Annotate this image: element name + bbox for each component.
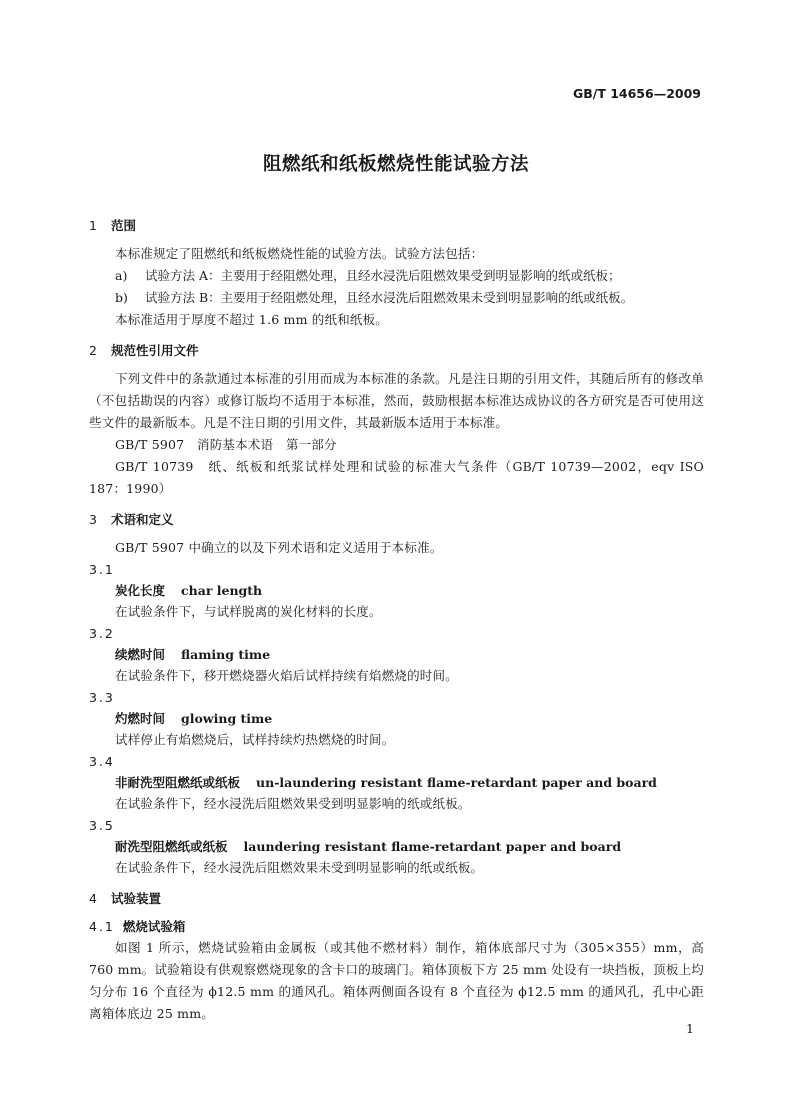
term-number: 3.3 bbox=[89, 690, 115, 705]
subsection-4-1-heading bbox=[89, 916, 704, 937]
term-definition: 在试验条件下，经水浸洗后阻燃效果未受到明显影响的纸或纸板。 bbox=[115, 860, 484, 875]
term-name bbox=[89, 644, 704, 665]
term-zh: 灼燃时间 bbox=[115, 711, 166, 726]
term-number: 3.1 bbox=[89, 562, 115, 577]
term-en: flaming time bbox=[181, 647, 271, 662]
list-marker: a) bbox=[115, 268, 128, 283]
section-number: 2 bbox=[89, 343, 97, 358]
subsection-title: 燃烧试验箱 bbox=[122, 919, 186, 934]
section-title: 规范性引用文件 bbox=[111, 343, 199, 358]
document-title: 阻燃纸和纸板燃烧性能试验方法 bbox=[262, 154, 529, 175]
term-number: 3.4 bbox=[89, 754, 115, 769]
term-entry bbox=[89, 687, 704, 751]
page-number: 1 bbox=[686, 1021, 694, 1036]
term-entry bbox=[89, 559, 704, 623]
section-number: 3 bbox=[89, 512, 97, 527]
term-en: char length bbox=[181, 583, 263, 598]
test-chamber-paragraph: 如图 1 所示，燃烧试验箱由金属板（或其他不燃材料）制作，箱体底部尺寸为（305×355）mm，高 760 mm。试验箱设有供观察燃烧现象的含卡口的玻璃门。箱体顶板下方 25 mm 处设有一块挡板，顶板上均匀分布 16 个直径为 ϕ12.5 mm 的通风孔。箱体两侧面各设有 8 个直径为 ϕ12.5 mm 的通风孔，孔中心距离箱体底边 25 mm。 bbox=[89, 940, 704, 1021]
list-item bbox=[89, 287, 704, 309]
term-number: 3.5 bbox=[89, 818, 115, 833]
scope-statement: 本标准适用于厚度不超过 1.6 mm 的纸和纸板。 bbox=[115, 312, 389, 327]
term-definition: 在试验条件下，与试样脱离的炭化材料的长度。 bbox=[115, 604, 382, 619]
term-zh: 续燃时间 bbox=[115, 647, 166, 662]
scope-intro: 本标准规定了阻燃纸和纸板燃烧性能的试验方法。试验方法包括： bbox=[115, 246, 484, 261]
term-number: 3.2 bbox=[89, 626, 115, 641]
list-item bbox=[89, 265, 704, 287]
section-number: 1 bbox=[89, 218, 97, 233]
section-title: 范围 bbox=[111, 218, 137, 233]
document-body bbox=[89, 216, 704, 1025]
section-3-heading bbox=[89, 510, 704, 530]
term-zh: 炭化长度 bbox=[115, 583, 166, 598]
term-entry bbox=[89, 751, 704, 815]
term-name bbox=[89, 708, 704, 729]
list-marker: b) bbox=[115, 290, 128, 305]
term-name bbox=[89, 772, 704, 793]
term-name bbox=[89, 836, 704, 857]
term-zh: 耐洗型阻燃纸或纸板 bbox=[115, 839, 228, 854]
term-zh: 非耐洗型阻燃纸或纸板 bbox=[115, 775, 241, 790]
list-text: 试验方法 B：主要用于经阻燃处理，且经水浸洗后阻燃效果未受到明显影响的纸或纸板。 bbox=[145, 290, 634, 305]
normative-references-paragraph: 下列文件中的条款通过本标准的引用而成为本标准的条款。凡是注日期的引用文件，其随后所有的修改单（不包括勘误的内容）或修订版均不适用于本标准，然而，鼓励根据本标准达成协议的各方研究是否可使用这些文件的最新版本。凡是不注日期的引用文件，其最新版本适用于本标准。 bbox=[89, 371, 704, 430]
section-2-heading bbox=[89, 341, 704, 361]
section-4-heading bbox=[89, 889, 704, 909]
reference-item: GB/T 10739 纸、纸板和纸浆试样处理和试验的标准大气条件（GB/T 10739—2002，eqv ISO 187：1990） bbox=[89, 459, 704, 496]
term-entry bbox=[89, 815, 704, 879]
section-1-heading bbox=[89, 216, 704, 236]
list-text: 试验方法 A：主要用于经阻燃处理，且经水浸洗后阻燃效果受到明显影响的纸或纸板； bbox=[145, 268, 621, 283]
section-number: 4 bbox=[89, 891, 97, 906]
term-en: un-laundering resistant flame-retardant paper and board bbox=[256, 775, 657, 790]
terms-intro: GB/T 5907 中确立的以及下列术语和定义适用于本标准。 bbox=[115, 540, 443, 555]
subsection-number: 4.1 bbox=[89, 919, 115, 934]
term-definition: 试样停止有焰燃烧后，试样持续灼热燃烧的时间。 bbox=[115, 732, 395, 747]
term-definition: 在试验条件下，经水浸洗后阻燃效果受到明显影响的纸或纸板。 bbox=[115, 796, 471, 811]
term-en: glowing time bbox=[181, 711, 273, 726]
term-entry bbox=[89, 623, 704, 687]
term-name bbox=[89, 580, 704, 601]
term-en: laundering resistant flame-retardant paper and board bbox=[243, 839, 622, 854]
section-title: 术语和定义 bbox=[111, 512, 174, 527]
standard-code: GB/T 14656—2009 bbox=[572, 86, 701, 101]
reference-item: GB/T 5907 消防基本术语 第一部分 bbox=[115, 437, 337, 452]
section-title: 试验装置 bbox=[111, 891, 162, 906]
term-definition: 在试验条件下，移开燃烧器火焰后试样持续有焰燃烧的时间。 bbox=[115, 668, 458, 683]
